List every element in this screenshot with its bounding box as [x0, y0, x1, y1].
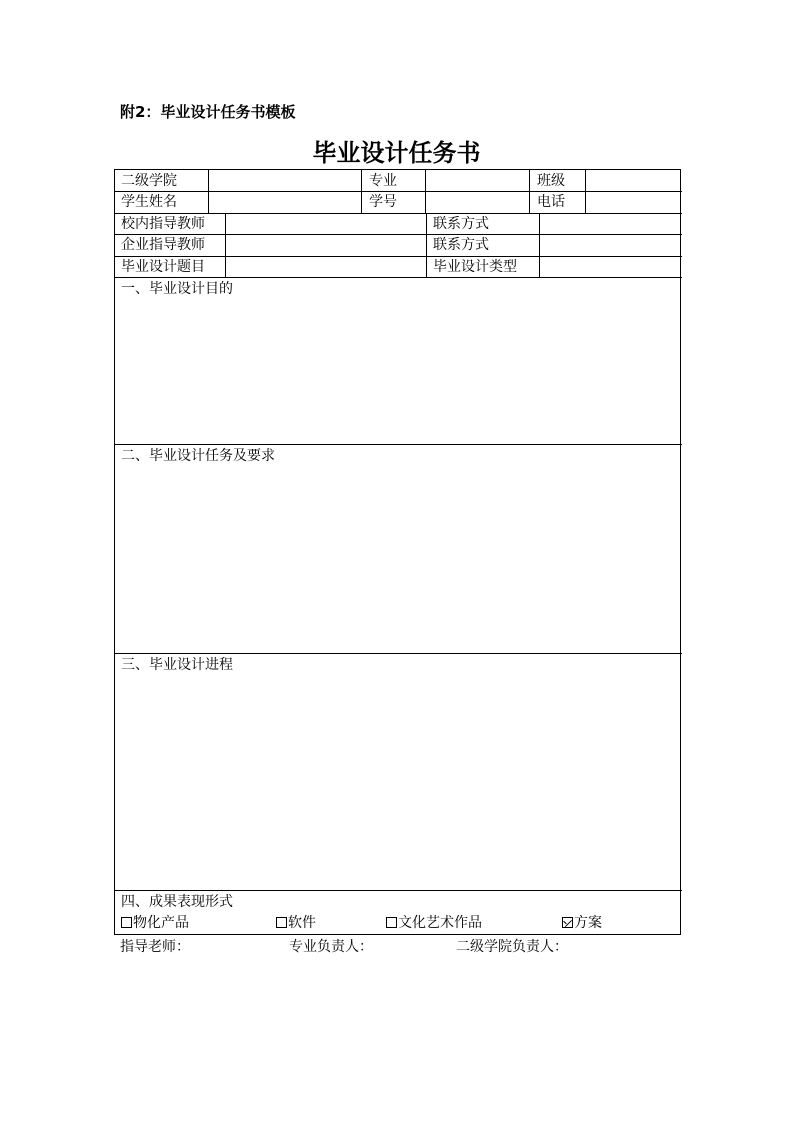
major-head-signature-label: 专业负责人： — [289, 939, 373, 955]
company-advisor-contact-label: 联系方式 — [433, 237, 489, 253]
school-advisor-contact-label: 联系方式 — [433, 216, 489, 232]
outcome-option-product[interactable] — [121, 913, 189, 933]
section-purpose-heading: 一、毕业设计目的 — [121, 281, 233, 297]
checkbox-plan-checked[interactable] — [562, 917, 573, 928]
school-advisor-field[interactable] — [227, 214, 425, 234]
outcome-option-label: 物化产品 — [133, 915, 189, 931]
class-field[interactable] — [587, 171, 680, 191]
checkbox-product[interactable] — [121, 917, 132, 928]
college-head-signature-label: 二级学院负责人： — [456, 939, 568, 955]
section-purpose-area[interactable] — [117, 300, 680, 442]
major-label: 专业 — [369, 173, 397, 189]
phone-label: 电话 — [537, 194, 565, 210]
task-form-table — [114, 169, 681, 935]
major-field[interactable] — [427, 171, 528, 191]
attachment-label: 附2：毕业设计任务书模板 — [120, 103, 296, 121]
college-field[interactable] — [210, 171, 360, 191]
company-advisor-contact-field[interactable] — [541, 235, 680, 255]
topic-field[interactable] — [227, 257, 425, 277]
section-tasks-area[interactable] — [117, 467, 680, 651]
section-schedule-heading: 三、毕业设计进程 — [121, 657, 233, 673]
student-name-field[interactable] — [210, 192, 360, 212]
checkbox-artwork[interactable] — [386, 917, 397, 928]
school-advisor-label: 校内指导教师 — [121, 216, 205, 232]
outcome-option-artwork[interactable] — [386, 913, 482, 933]
college-label: 二级学院 — [121, 173, 177, 189]
advisor-signature-label: 指导老师： — [120, 939, 190, 955]
company-advisor-field[interactable] — [227, 235, 425, 255]
checkbox-software[interactable] — [276, 917, 287, 928]
design-type-label: 毕业设计类型 — [433, 259, 517, 275]
school-advisor-contact-field[interactable] — [541, 214, 680, 234]
student-name-label: 学生姓名 — [121, 194, 177, 210]
section-tasks-heading: 二、毕业设计任务及要求 — [121, 448, 275, 464]
topic-label: 毕业设计题目 — [121, 259, 205, 275]
outcome-option-plan[interactable] — [562, 913, 602, 933]
company-advisor-label: 企业指导教师 — [121, 237, 205, 253]
outcome-option-label: 方案 — [574, 915, 602, 931]
outcome-option-label: 软件 — [288, 915, 316, 931]
class-label: 班级 — [537, 173, 565, 189]
design-type-field[interactable] — [541, 257, 680, 277]
outcome-option-software[interactable] — [276, 913, 316, 933]
section-outcome-heading: 四、成果表现形式 — [121, 894, 233, 910]
student-id-field[interactable] — [427, 192, 528, 212]
student-id-label: 学号 — [369, 194, 397, 210]
document-title: 毕业设计任务书 — [312, 139, 481, 167]
outcome-option-label: 文化艺术作品 — [398, 915, 482, 931]
section-schedule-area[interactable] — [117, 676, 680, 888]
phone-field[interactable] — [587, 192, 680, 212]
